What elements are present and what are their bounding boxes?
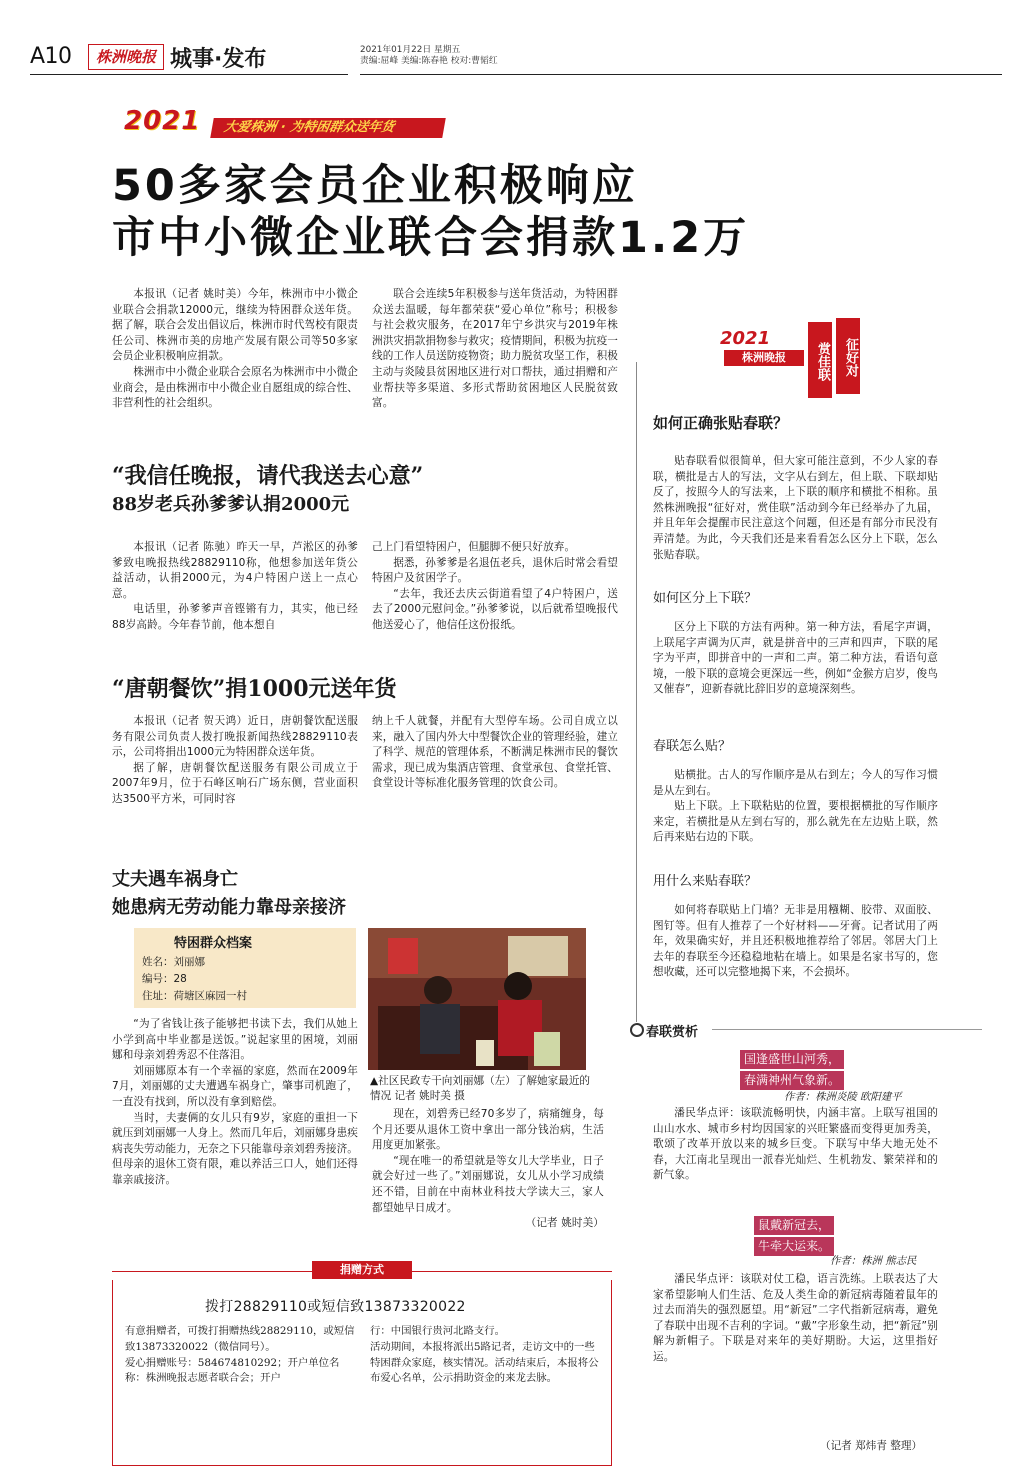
donation-text-right: [370, 1324, 602, 1387]
sidebar-q2: 春联怎么贴？: [653, 739, 732, 754]
couplet-2-line-a: 鼠戴新冠去，: [754, 1216, 834, 1235]
couplet-1-review: [653, 1106, 938, 1184]
meta-date: 2021年01月22日 星期五: [360, 45, 461, 55]
circle-bullet-icon: [630, 1023, 644, 1037]
section-rule: [712, 1029, 982, 1030]
story2-title: “我信任晚报，请代我送去心意”: [112, 463, 424, 489]
badge-year: 2021: [720, 328, 771, 349]
main-article-col-2: [372, 287, 618, 412]
badge-vertical-2: 征好对: [836, 318, 860, 394]
section-label: 春联赏析: [646, 1025, 699, 1040]
main-headline: [112, 160, 749, 264]
sidebar-a1: [653, 620, 938, 698]
main-article-col-1: [112, 287, 358, 412]
paragraph: 株洲市中小微企业联合会原名为株洲市中小微企业商会，是由株洲市中小微企业自愿组成的综合性、非营利性的社会组织。: [112, 365, 358, 410]
paragraph: 据了解，唐朝餐饮配送服务有限公司成立于2007年9月，位于石峰区响石广场东侧，营业面积达3500平方米，可同时容: [112, 761, 358, 805]
paragraph: 如何将春联贴上门墙？无非是用糨糊、胶带、双面胶、图钉等。但有人推荐了一个好材料——牙膏。记者试用了两年，效果确实好，并且还积极地推荐给了邻居。邻居大门上去年的春联至今还稳稳地粘在墙上。如果是名家书写的，您想收藏，还可以完整地揭下来，不会损坏。: [653, 904, 938, 979]
paragraph: 电话里，孙爹爹声音铿锵有力，其实，他已经88岁高龄。今年春节前，他本想自: [112, 603, 358, 631]
paragraph: 联合会连续5年积极参与送年货活动，为特困群众送去温暖，每年都荣获“爱心单位”称号；积极参与社会救灾服务，在2017年宁乡洪灾与2019年株洲洪灾捐款捐物参与救灾；疫情期间，积极为抗疫一线的工作人员送防疫物资；助力脱贫攻坚工作，积极主动与炎陵县贫困地区进行对口帮扶，通过捐赠和产业帮扶等多渠道、多形式帮助贫困地区人民脱贫致富。: [372, 288, 618, 410]
story4-title-line-2: 她患病无劳动能力靠母亲接济: [112, 897, 346, 918]
story3-title: “唐朝餐饮”捐1000元送年货: [112, 676, 397, 702]
story3-col-1: [112, 714, 358, 808]
sidebar-a3: [653, 903, 938, 981]
archive-address: 住址：荷塘区麻园一村: [142, 990, 247, 1002]
paragraph: 贴上下联。上下联粘贴的位置，要根据横批的写作顺序来定，若横批是从左到右写的，那么就先在左边贴上联，然后再来贴右边的下联。: [653, 800, 938, 844]
banner-slogan: 大爱株洲 · 为特困群众送年货: [210, 118, 446, 138]
sidebar-byline: （记者 郑炜青 整理）: [820, 1440, 923, 1452]
paragraph: 贴春联看似很简单，但大家可能注意到，不少人家的春联，横批是古人的写法，文字从右到左，但上联、下联却贴反了，按照今人的写法来，上下联的顺序和横批不相称。虽然株洲晚报“征好对，赏佳联”活动到今年已经举办了九届，并且年年会提醒市民注意这个问题，但还是有部分市民没有弄清楚。为此，今天我们还是来看看怎么区分上下联，怎么张贴春联。: [653, 455, 938, 561]
paragraph: 当时，夫妻俩的女儿只有9岁，家庭的重担一下就压到刘丽娜一人身上。然而几年后，刘丽娜身患疾病丧失劳动能力，无奈之下只能靠母亲刘碧秀接济。但母亲的退休工资有限，难以养活三口人，她们还得靠亲戚接济。: [112, 1111, 358, 1186]
paragraph: “去年，我还去庆云街道看望了4户特困户，送去了2000元慰问金。”孙爹爹说，以后就希望晚报代他送爱心了，他信任这份报纸。: [372, 587, 618, 631]
paragraph: 潘民华点评：该联流畅明快，内涵丰富。上联写祖国的山山水水、城市乡村均因国家的兴旺繁盛而变得更加秀美，歌颂了改革开放以来的城乡巨变。下联写中华大地无处不春，大江南北呈现出一派春光灿烂、生机勃发、繁荣祥和的新气象。: [653, 1107, 938, 1182]
badge-vertical-1: 赏佳联: [808, 322, 832, 398]
section-title: 城事·发布: [170, 47, 267, 72]
photo-illustration: [368, 928, 586, 1070]
paragraph: 现在，刘碧秀已经70多岁了，病痛缠身，每个月还要从退休工资中拿出一部分钱治病，生活用度更加紧张。: [372, 1108, 604, 1152]
paragraph: 贴横批。古人的写作顺序是从右到左；今人的写作习惯是从左到右。: [653, 769, 938, 797]
sidebar-a2: [653, 768, 938, 846]
archive-number: 编号：28: [142, 973, 187, 985]
story2-col-1: [112, 540, 358, 634]
couplet-2-line-b: 牛牵大运来。: [754, 1237, 834, 1256]
couplet-2: [754, 1214, 834, 1256]
header-rule: [360, 74, 1002, 75]
paragraph: 本报讯（记者 姚时美）今年，株洲市中小微企业联合会捐款12000元，继续为特困群众送年货。据了解，联合会发出倡议后，株洲市时代驾校有限责任公司、株洲市美的房地产发展有限公司等50多家会员企业积极响应捐款。: [112, 288, 358, 363]
photo-caption: ▲社区民政专干向刘丽娜（左）了解她家最近的情况 记者 姚时美 摄: [370, 1075, 591, 1102]
badge-text: 株洲晚报: [724, 350, 804, 366]
sidebar-q3: 用什么来贴春联？: [653, 874, 758, 889]
donation-phone: 拨打28829110或短信致13873320022: [205, 1299, 466, 1315]
couplet-2-author: 作者：株洲 熊志民: [830, 1255, 917, 1267]
headline-line-2: 市中小微企业联合会捐款1.2万: [112, 213, 750, 263]
paragraph: 刘丽娜原本有一个幸福的家庭，然而在2009年7月，刘丽娜的丈夫遭遇车祸身亡，肇事司机跑了，一直没有找到，所以没有拿到赔偿。: [112, 1064, 358, 1108]
paragraph: 纳上千人就餐，并配有大型停车场。公司自成立以来，融入了国内外大中型餐饮企业的管理经验，建立了科学、规范的管理体系，不断满足株洲市民的餐饮需求，现已成为集酒店管理、食堂承包、食堂托管、食堂设计等标准化服务管理的饮食公司。: [372, 715, 618, 790]
story4-byline: （记者 姚时美）: [525, 1217, 604, 1230]
paragraph: “为了省钱让孩子能够把书读下去，我们从她上小学到高中毕业都是送饭。”说起家里的困境，刘丽娜和母亲刘碧秀忍不住落泪。: [112, 1018, 358, 1062]
paragraph: 爱心捐赠账号：584674810292；开户单位名称：株洲晚报志愿者联合会；开户: [125, 1356, 340, 1385]
paragraph: 有意捐赠者，可拨打捐赠热线28829110，或短信致13873320022（微信同号）。: [125, 1325, 355, 1353]
paragraph: 据悉，孙爹爹是名退伍老兵，退休后时常会看望特困户及贫困学子。: [372, 556, 618, 585]
sidebar-main-question: 如何正确张贴春联？: [653, 414, 789, 432]
couplet-1-line-b: 春满神州气象新。: [740, 1071, 844, 1090]
paragraph: 潘民华点评：该联对仗工稳，语言洗练。上联表达了大家希望影响人们生活、危及人类生命的新冠病毒随着鼠年的过去而消失的强烈愿望。用“新冠”二字代指新冠病毒，避免了春联中出现不吉利的字词。“戴”字形象生动，把“新冠”别解为新帽子。下联是对来年的美好期盼。大运，这里指好运。: [653, 1273, 938, 1363]
story2-subtitle: 88岁老兵孙爹爹认捐2000元: [112, 494, 350, 515]
story4-title-line-1: 丈夫遇车祸身亡: [112, 869, 238, 890]
couplet-1-author: 作者：株洲炎陵 欧阳建平: [784, 1091, 902, 1103]
story4-title: [112, 866, 346, 922]
banner-year: 2021: [124, 106, 201, 136]
paragraph: 活动期间，本报将派出5路记者，走访文中的一些特困群众家庭，核实情况。活动结束后，本报将公布爱心名单，公示捐助资金的来龙去脉。: [370, 1340, 599, 1385]
page-number: A10: [30, 44, 72, 69]
story4-col-2: [372, 1107, 604, 1232]
couplet-1: [740, 1048, 844, 1090]
campaign-banner: [110, 104, 445, 148]
paragraph: 己上门看望特困户，但腿脚不便只好放弃。: [372, 541, 576, 553]
newspaper-logo: 株洲晚报: [88, 44, 164, 70]
couplet-badge: [720, 318, 870, 396]
headline-line-1: 50多家会员企业积极响应: [112, 161, 638, 211]
donation-tag: 捐赠方式: [312, 1261, 412, 1279]
paragraph: “现在唯一的希望就是等女儿大学毕业，日子就会好过一些了。”刘丽娜说，女儿从小学习成绩还不错，目前在中南林业科技大学读大三，家人都望她早日成才。: [372, 1154, 604, 1214]
paragraph: 行：中国银行贵河北路支行。: [370, 1325, 506, 1337]
paragraph: 本报讯（记者 贺天鸿）近日，唐朝餐饮配送服务有限公司负责人拨打晚报新闻热线28829110表示，公司将捐出1000元为特困群众送年货。: [112, 715, 358, 759]
archive-title: 特困群众档案: [174, 936, 253, 951]
story2-col-2: [372, 540, 618, 634]
paragraph: 区分上下联的方法有两种。第一种方法，看尾字声调，上联尾字声调为仄声，就是拼音中的三声和四声，下联的尾字为平声，即拼音中的一声和二声。第二种方法，看语句意境，一般下联的意境会更深远一些，例如“金猴方启岁，俊鸟又催春”，迎新春就比辞旧岁的意境深刻些。: [653, 621, 938, 696]
family-archive-box: [134, 928, 356, 1008]
header-rule-left: [30, 74, 348, 75]
couplet-review-section: [630, 1021, 970, 1039]
header-meta: [360, 45, 498, 67]
couplet-1-line-a: 国逢盛世山河秀，: [740, 1050, 844, 1069]
news-photo: [368, 928, 586, 1070]
paragraph: 本报讯（记者 陈驰）昨天一早，芦淞区的孙爹爹致电晚报热线28829110称，他想参加送年货公益活动，认捐2000元，为4户特困户送上一点心意。: [112, 541, 358, 600]
story3-col-2: [372, 714, 618, 792]
sidebar-q1: 如何区分上下联？: [653, 591, 758, 606]
archive-name: 姓名：刘丽娜: [142, 956, 205, 968]
donation-text-left: [125, 1324, 357, 1387]
couplet-2-review: [653, 1272, 938, 1366]
story4-col-1: [112, 1017, 358, 1189]
sidebar-intro: [653, 454, 938, 563]
donation-header: [112, 1264, 612, 1278]
meta-editors: 责编:屈峰 美编:陈春艳 校对:曹韬红: [360, 56, 498, 66]
